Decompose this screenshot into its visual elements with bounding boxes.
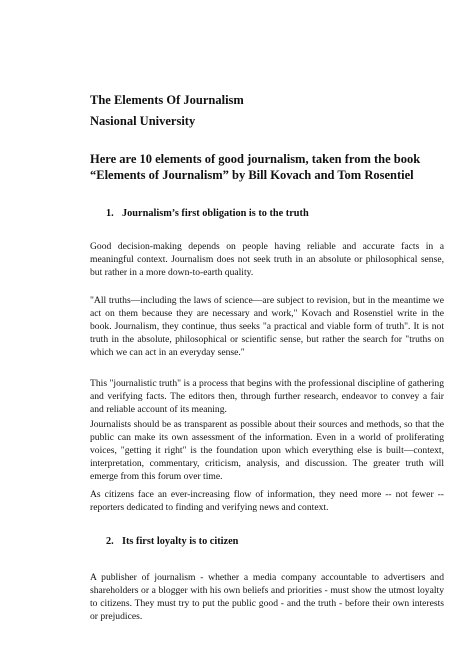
section-1-paragraph-1: Good decision-making depends on people having reliable and accurate facts in a meaningful context. Journalism does not seek truth in an absolute or philosophical sense, but rather in a more down-to-earth quality. — [90, 241, 444, 279]
section-1-paragraph-4: Journalists should be as transparent as possible about their sources and methods, so that the public can make its own assessment of the information. Even in a world of proliferating voices, "getting it right" is the foundation upon which everything else is built—context, interpretation, commentary, criticism, analysis, and discussion. The greater truth will emerge from this forum over time. — [90, 419, 444, 483]
section-1-title: Journalism’s first obligation is to the truth — [122, 208, 309, 219]
section-2-title: Its first loyalty is to citizen — [122, 536, 239, 547]
institution-name: Nasional University — [90, 114, 196, 128]
intro-heading: Here are 10 elements of good journalism, taken from the book “Elements of Journalism” by Bill Kovach and Tom Rosentiel — [90, 152, 421, 182]
section-2-heading — [106, 535, 444, 548]
section-1-paragraph-5: As citizens face an ever-increasing flow of information, they need more -- not fewer -- reporters dedicated to finding and verifying news and context. — [90, 489, 444, 514]
section-2-number: 2. — [106, 536, 114, 547]
section-1-heading — [106, 207, 444, 220]
section-2-paragraph-1: A publisher of journalism - whether a media company accountable to advertisers and shareholders or a blogger with his own beliefs and priorities - must show the utmost loyalty to citizens. They must try to put the public good - and the truth - before their own interests or prejudices. — [90, 572, 444, 623]
section-1-number: 1. — [106, 208, 114, 219]
section-1-paragraph-2: "All truths—including the laws of science—are subject to revision, but in the meantime we act on them because they are necessary and work," Kovach and Rosenstiel write in the book. Journalism, they continue, thus seeks "a practical and viable form of truth". It is not truth in the absolute, philosophical or scientific sense, but rather the search for "truths on which we can act in an everyday sense." — [90, 295, 444, 359]
section-1-paragraph-3: This "journalistic truth" is a process that begins with the professional discipline of gathering and verifying facts. The editors then, through further research, endeavor to convey a fair and reliable account of its meaning. — [90, 378, 444, 416]
document-title: The Elements Of Journalism — [90, 93, 244, 107]
